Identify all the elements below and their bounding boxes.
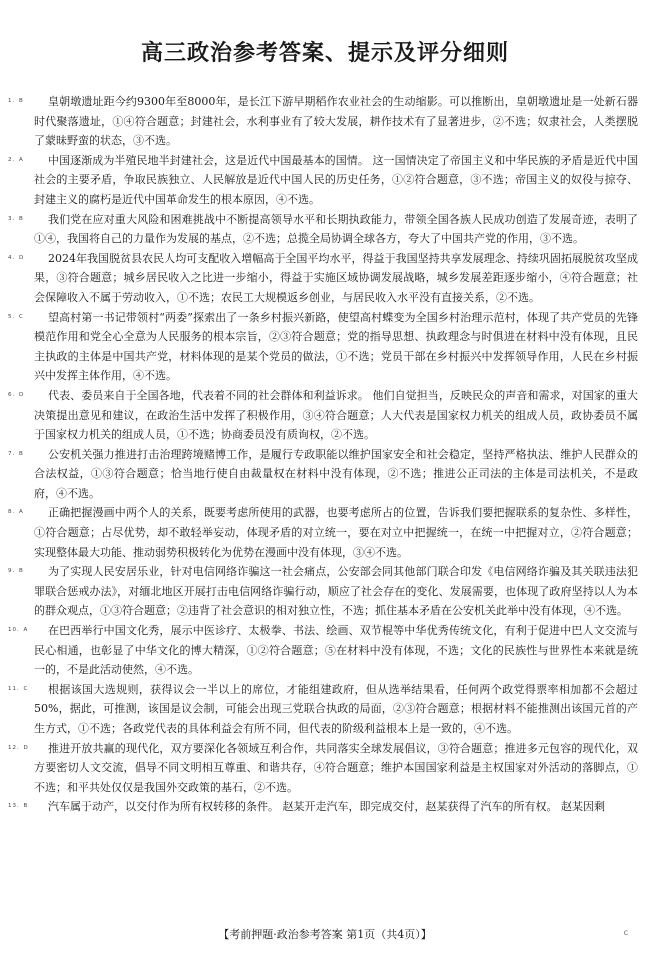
document-title: 高三政治参考答案、提示及评分细则 — [140, 41, 509, 66]
page-footer: 【考前押题·政治参考答案 第1页（共4页）】 — [218, 928, 432, 941]
answer-item — [6, 739, 638, 798]
answer-number: 3．B — [8, 215, 24, 222]
answer-explanation: 我们党在应对重大风险和困难挑战中不断提高领导水平和长期执政能力，带领全国各族人民成功创造了发展奇迹，表明了①④，我国将自己的力量作为发展的基点，②不选；总揽全局协调全球各方，夸大了中国共产党的作用，③不选。 — [34, 212, 638, 246]
answer-item — [6, 680, 638, 739]
answer-explanation: 皇朝墩遗址距今约9300年至8000年，是长江下游早期稻作农业社会的生动缩影。可以推断出，皇朝墩遗址是一处新石器时代聚落遗址，①④符合题意；封建社会，水利事业有了较大发展，耕作技术有了显著进步，②不选；奴隶社会，人类摆脱了蒙昧野蛮的状态，③不选。 — [34, 95, 638, 148]
answer-item — [6, 386, 638, 445]
footer-mark: C — [623, 930, 628, 937]
answer-number: 8．A — [8, 509, 24, 516]
answer-explanation: 推进开放共赢的现代化，双方要深化各领域互利合作，共同落实全球发展倡议，③符合题意；推进多元包容的现代化，双方要密切人文交流，倡导不同文明相互尊重、和谐共存，④符合题意；维护本国国家利益是主权国家对外活动的落脚点，①不选；和平共处仅仅是我国外交政策的基石，②不选。 — [34, 741, 638, 794]
answer-number: 12．D — [8, 744, 29, 751]
answer-item — [6, 151, 638, 210]
answer-explanation: 中国逐渐成为半殖民地半封建社会，这是近代中国最基本的国情。 这一国情决定了帝国主义和中华民族的矛盾是近代中国社会的主要矛盾，争取民族独立、人民解放是近代中国人民的历史任务，①②符合题意，③不选；帝国主义的奴役与掠夺、封建主义的腐朽是近代中国革命发生的根本原因，④不选。 — [34, 153, 638, 206]
answer-explanation: 在巴西举行中国文化秀，展示中医诊疗、太极拳、书法、绘画、双节棍等中华优秀传统文化，有利于促进中巴人文交流与民心相通，也彰显了中华文化的博大精深，①②符合题意；⑤在材料中没有体现，不选；文化的民族性与世界性本来就是统一的，不是此活动使然，④不选。 — [34, 624, 638, 677]
answer-item — [6, 92, 638, 151]
answer-item — [6, 503, 638, 562]
answer-explanation: 汽车属于动产，以交付作为所有权转移的条件。 赵某开走汽车，即完成交付，赵某获得了汽车的所有权。 赵某因剩 — [48, 800, 605, 814]
answer-item — [6, 210, 638, 249]
answer-number: 7．B — [8, 450, 24, 457]
answer-item — [6, 797, 638, 817]
answer-number: 13．B — [8, 803, 29, 810]
answer-item — [6, 562, 638, 621]
answer-explanation: 代表、委员来自于全国各地，代表着不同的社会群体和利益诉求。 他们自觉担当，反映民众的声音和需求，对国家的重大决策提出意见和建议，在政治生活中发挥了积极作用，③④符合题意；人大代表是国家权力机关的组成人员，政协委员不属于国家权力机关的组成人员，①不选；协商委员没有质询权，②不选。 — [34, 388, 638, 442]
answer-number: 11．C — [8, 685, 29, 692]
answer-explanation: 望高村第一书记带领村“两委”探索出了一条乡村振兴新路，使望高村蝶变为全国乡村治理示范村，体现了共产党员的先锋模范作用和党全心全意为人民服务的根本宗旨，②③符合题意；党的指导思想、执政理念与时俱进在材料中没有体现，且民主执政的主体是中国共产党，材料体现的是某个党员的做法，①不选；党员干部在乡村振兴中发挥领导作用，人民在乡村振兴中发挥主体作用，④不选。 — [34, 310, 638, 383]
answer-number: 1．B — [8, 98, 24, 104]
answer-list — [6, 92, 638, 817]
answer-explanation: 根据该国大选规则，获得议会一半以上的席位，才能组建政府，但从选举结果看，任何两个政党得票率相加都不会超过50%，据此，可推测，该国是议会制，可能会出现三党联合执政的局面，②③符合题意；根据材料不能推测出该国元首的产生方式，①不选；各政党代表的具体利益会有所不同，但代表的阶级利益根本上是一致的，④不选。 — [34, 682, 638, 735]
answer-explanation: 2024年我国脱贫县农民人均可支配收入增幅高于全国平均水平，得益于我国坚持共享发展理念、持续巩固拓展脱贫攻坚成果，③符合题意；城乡居民收入之比进一步缩小，得益于实施区域协调发展战略，城乡发展差距逐步缩小，④符合题意；社会保障收入不属于劳动收入，①不选；农民工大规模返乡创业，与居民收入水平没有直接关系，②不选。 — [34, 251, 638, 304]
answer-number: 6．D — [8, 391, 25, 398]
answer-item — [6, 308, 638, 386]
answer-number: 5．C — [8, 313, 24, 320]
answer-item — [6, 249, 638, 308]
answer-explanation: 为了实现人民安居乐业，针对电信网络诈骗这一社会痛点，公安部会同其他部门联合印发《电信网络诈骗及其关联违法犯罪联合惩戒办法》，对缅北地区开展打击电信网络诈骗行动，顺应了社会存在的变化、发展需要，也体现了政府坚持以人为本的群众观点，①③符合题意；②违背了社会意识的相对独立性，不选；抓住基本矛盾在公安机关此举中没有体现，④不选。 — [34, 565, 638, 618]
answer-number: 9．B — [8, 568, 24, 575]
answer-item — [6, 621, 638, 680]
answer-number: 10．A — [8, 627, 29, 634]
answer-explanation: 正确把握漫画中两个人的关系，既要考虑所使用的武器，也要考虑所占的位置，告诉我们要把握联系的复杂性、多样性，①符合题意；占尽优势，却不敢轻举妄动，体现矛盾的对立统一，要在对立中把握统一，在统一中把握对立，②符合题意；实现整体最大功能、推动弱势积极转化为优势在漫画中没有体现，③④不选。 — [34, 506, 638, 559]
answer-explanation: 公安机关强力推进打击治理跨境赌博工作，是履行专政职能以维护国家安全和社会稳定，坚持严格执法、维护人民群众的合法权益，①③符合题意；恰当地行使自由裁量权在材料中没有体现，②不选；推进公正司法的主体是司法机关，不是政府，④不选。 — [34, 447, 638, 500]
answer-number: 4．D — [8, 254, 25, 261]
answer-item — [6, 445, 638, 504]
answer-number: 2．A — [8, 156, 24, 163]
